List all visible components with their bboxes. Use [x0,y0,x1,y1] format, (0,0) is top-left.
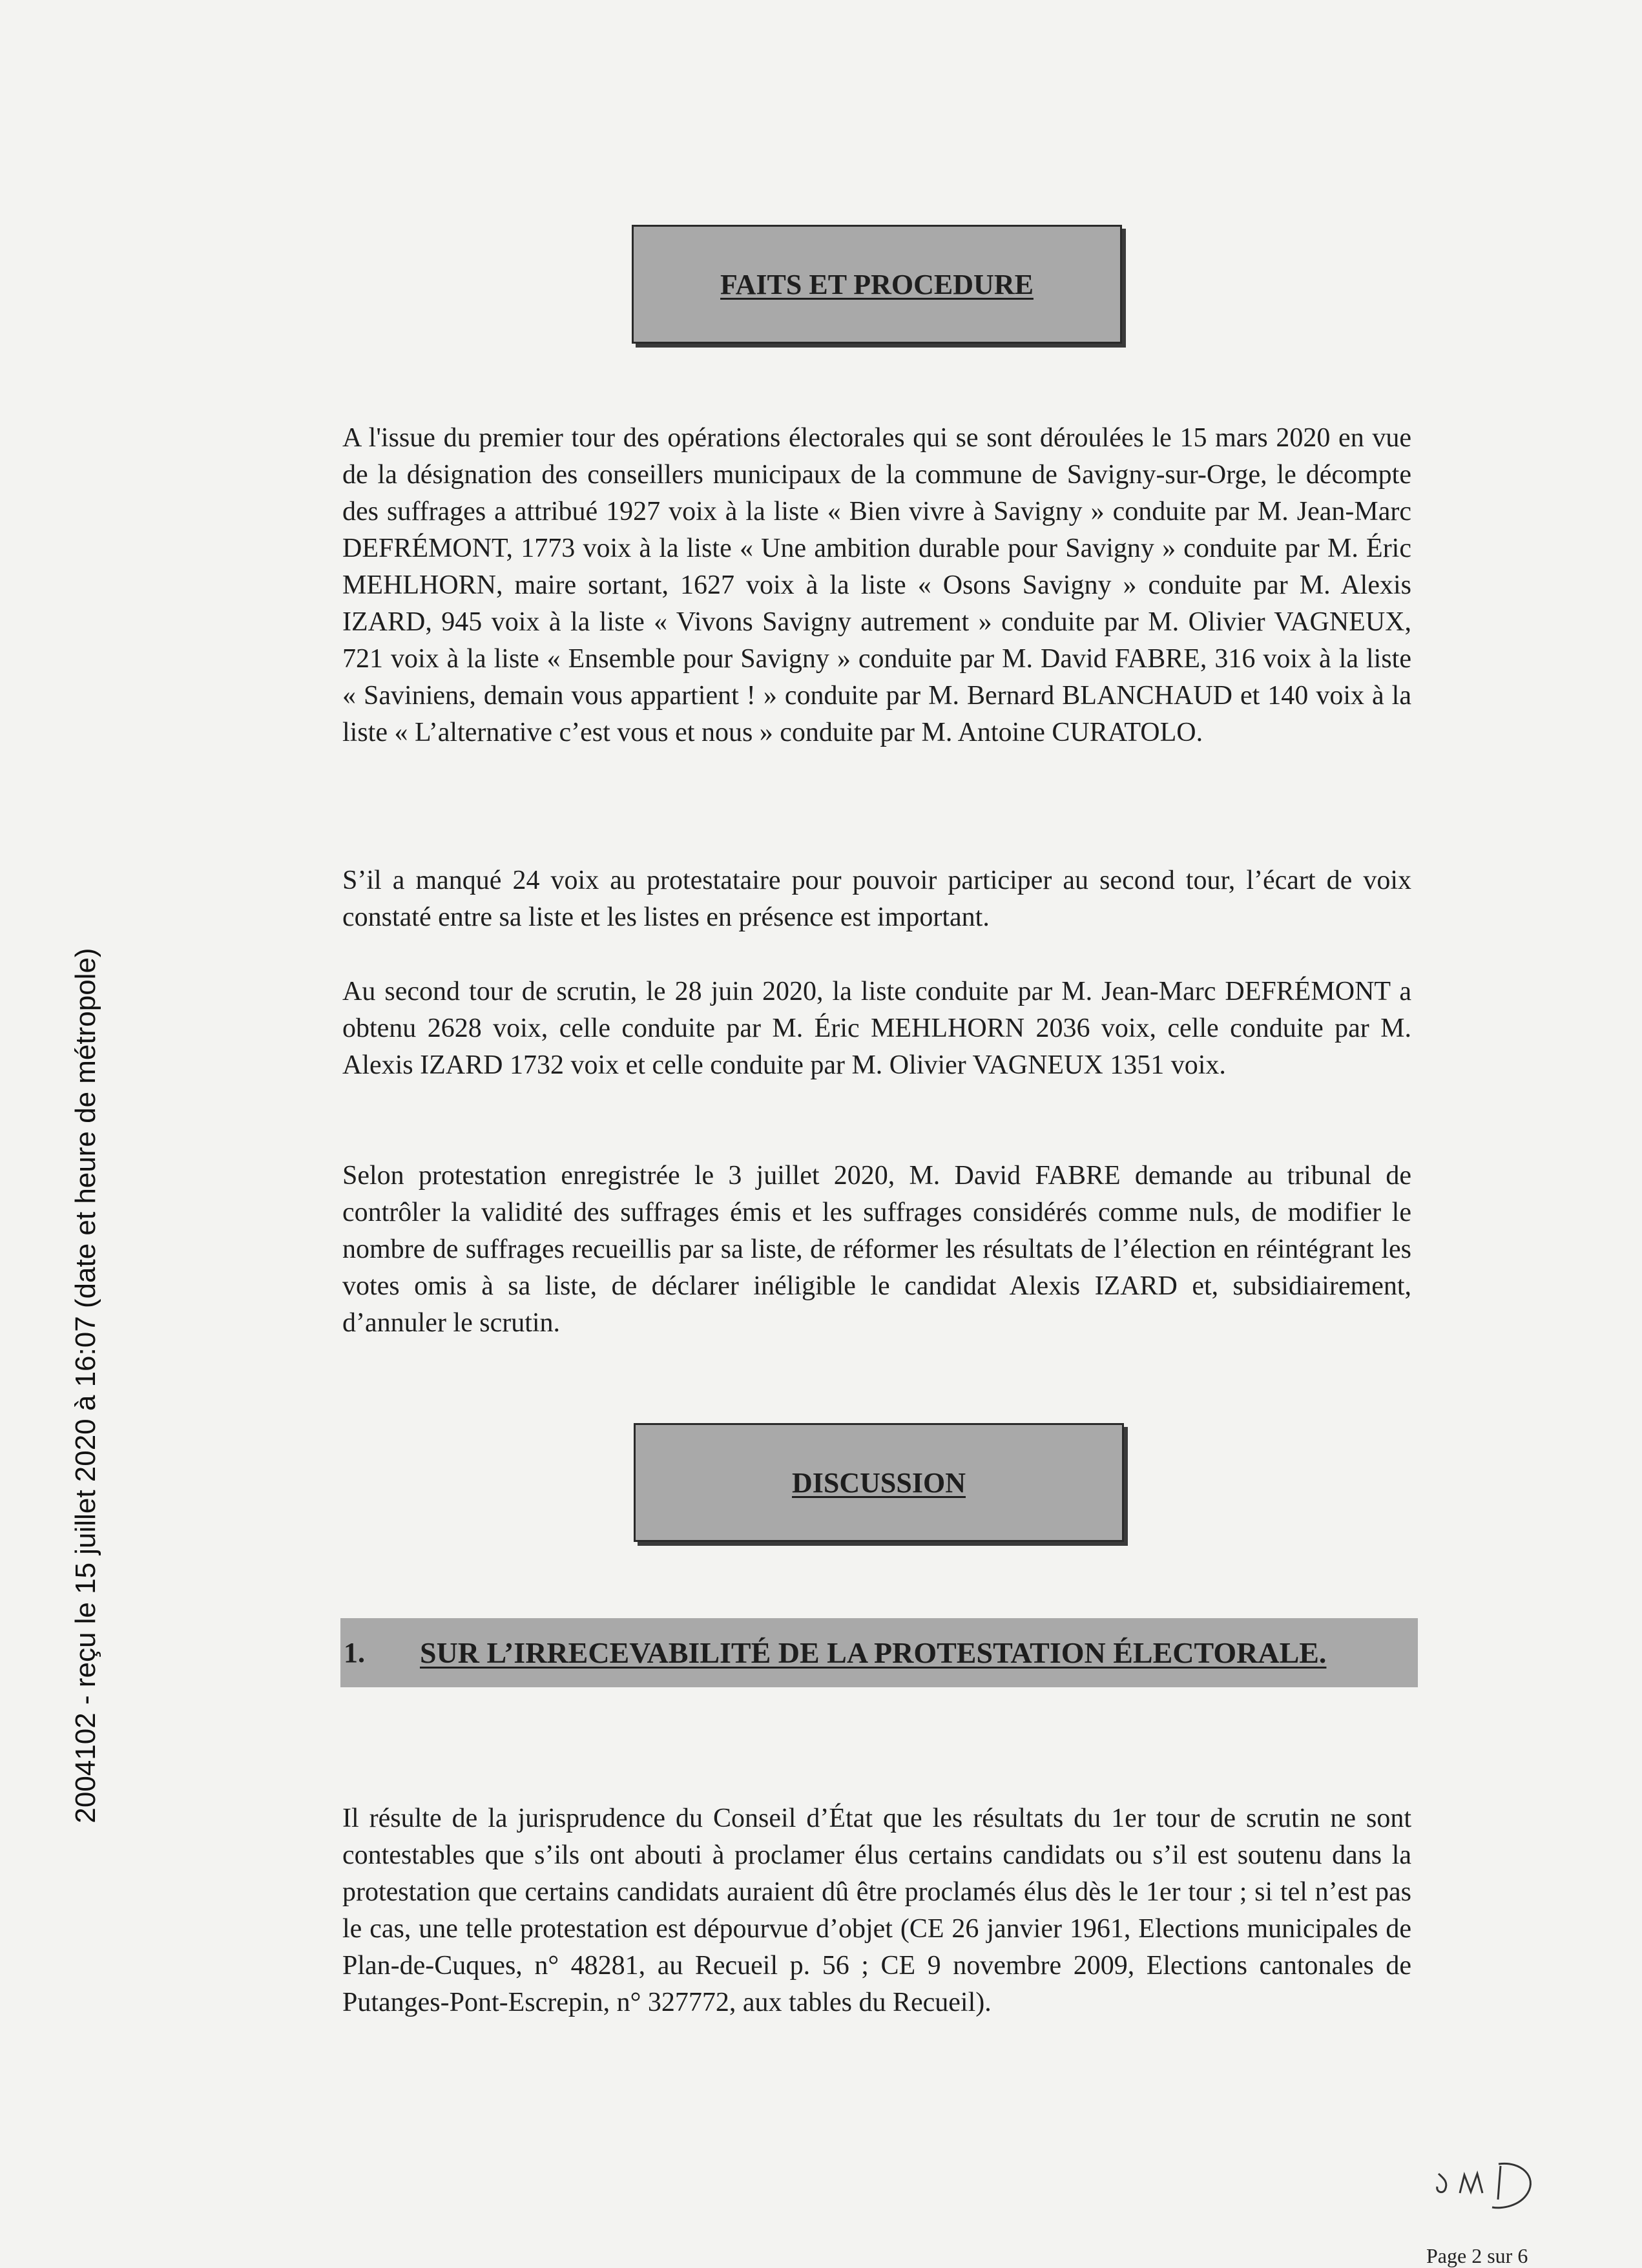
discussion-title: DISCUSSION [792,1466,966,1499]
faits-procedure-header [632,225,1122,344]
section-1-header [340,1618,1418,1687]
paragraph-jurisprudence: Il résulte de la jurisprudence du Conseil d’État que les résultats du 1er tour de scrutin ne sont contestables que s’ils ont abouti à proclamer élus certains candidats ou s’il est soutenu dans la protestation que certains candidats auraient dû être proclamés élus dès le 1er tour ; si tel n’est pas le cas, une telle protestation est dépourvue d’objet (CE 26 janvier 1961, Elections municipales de Plan-de-Cuques, n° 48281, au Recueil p. 56 ; CE 9 novembre 2009, Elections cantonales de Putanges-Pont-Escrepin, n° 327772, aux tables du Recueil). [342,1804,1411,2017]
paragraph-first-round-results: A l'issue du premier tour des opérations électorales qui se sont déroulées le 15 mars 2020 en vue de la désignation des conseillers municipaux de la commune de Savigny-sur-Orge, le décompte des suffrages a attribué 1927 voix à la liste « Bien vivre à Savigny » conduite par M. Jean-Marc DEFRÉMONT, 1773 voix à la liste « Une ambition durable pour Savigny » conduite par M. Éric MEHLHORN, maire sortant, 1627 voix à la liste « Osons Savigny » conduite par M. Alexis IZARD, 945 voix à la liste « Vivons Savigny autrement » conduite par M. Olivier VAGNEUX, 721 voix à la liste « Ensemble pour Savigny » conduite par M. David FABRE, 316 voix à la liste « Saviniens, demain vous appartient ! » conduite par M. Bernard BLANCHAUD et 140 voix à la liste « L’alternative c’est vous et nous » conduite par M. Antoine CURATOLO. [342,423,1411,747]
faits-procedure-title: FAITS ET PROCEDURE [720,268,1034,300]
handwritten-initials [1431,2154,1547,2219]
page-number: Page 2 sur 6 [1426,2244,1528,2267]
reception-stamp: 2004102 - reçu le 15 juillet 2020 à 16:07 (date et heure de métropole) [70,948,101,1824]
section-1-title: SUR L’IRRECEVABILITÉ DE LA PROTESTATION ÉLECTORALE. [420,1636,1327,1669]
discussion-header [634,1423,1124,1542]
paragraph-missing-votes: S’il a manqué 24 voix au protestataire pour pouvoir participer au second tour, l’écart de voix constaté entre sa liste et les listes en présence est important. [342,866,1411,932]
paragraph-protest-request: Selon protestation enregistrée le 3 juillet 2020, M. David FABRE demande au tribunal de contrôler la validité des suffrages émis et les suffrages considérés comme nuls, de modifier le nombre de suffrages recueillis par sa liste, de réformer les résultats de l’élection en réintégrant les votes omis à sa liste, de déclarer inéligible le candidat Alexis IZARD et, subsidiairement, d’annuler le scrutin. [342,1161,1411,1338]
paragraph-second-round-results: Au second tour de scrutin, le 28 juin 2020, la liste conduite par M. Jean-Marc DEFRÉMONT a obtenu 2628 voix, celle conduite par M. Éric MEHLHORN 2036 voix, celle conduite par M. Alexis IZARD 1732 voix et celle conduite par M. Olivier VAGNEUX 1351 voix. [342,977,1411,1080]
section-1-number: 1. [344,1637,365,1669]
